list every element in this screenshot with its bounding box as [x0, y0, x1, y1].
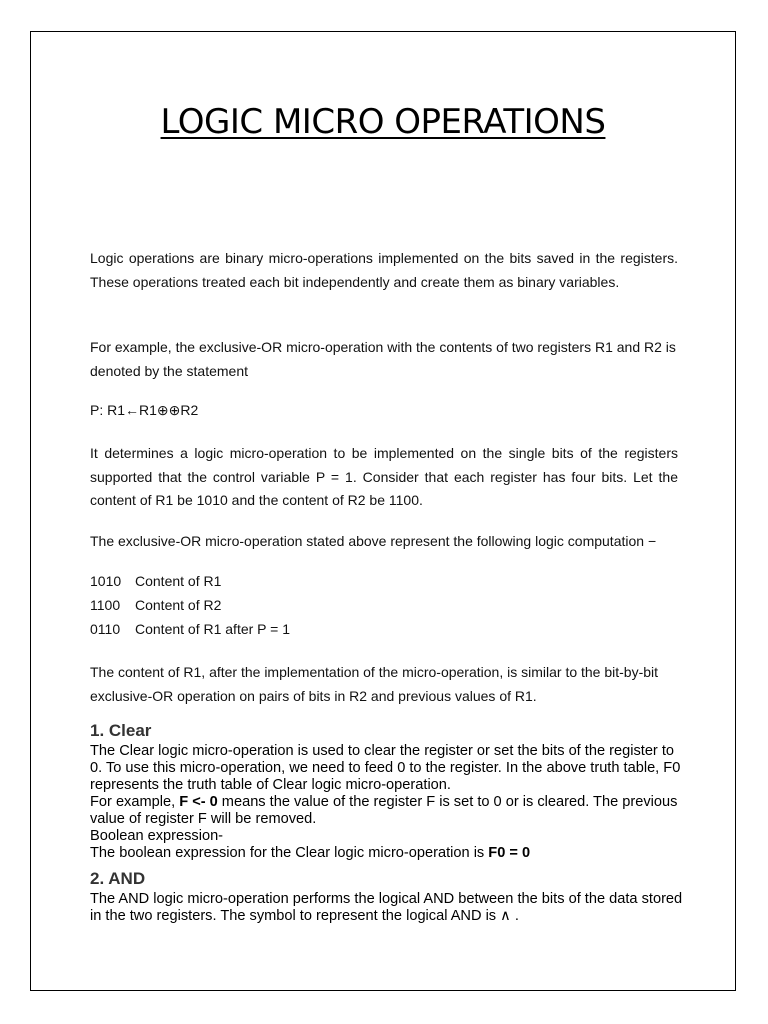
clear-expression-code: F0 = 0	[488, 845, 531, 861]
result-paragraph: The content of R1, after the implementation of the micro-operation, is similar to the bit-by-bit exclusive-OR operation on pairs of bits in R2 and previous values of R1.	[90, 664, 659, 704]
computation-row	[90, 597, 690, 613]
xor-paragraph: The exclusive-OR micro-operation stated above represent the following logic computation −	[90, 533, 657, 549]
clear-expression: The boolean expression for the Clear logic micro-operation is F0 = 0	[90, 845, 531, 861]
computation-bits: 0110	[90, 621, 121, 637]
computation-bits: 1010	[90, 573, 122, 589]
clear-section-body	[90, 743, 690, 862]
page-title: LOGIC MICRO OPERATIONS	[160, 102, 606, 142]
intro-paragraph: Logic operations are binary micro-operations implemented on the bits saved in the registers. These operations treated each bit independently and create them as binary variables.	[90, 250, 678, 290]
document-page	[30, 31, 736, 991]
clear-example: For example, F <- 0 means the value of the register F is set to 0 or is cleared. The previous value of register F will be removed.	[90, 794, 678, 827]
computation-label: Content of R1 after P = 1	[135, 621, 291, 637]
and-heading: 2. AND	[90, 869, 146, 888]
computation-label: Content of R1	[135, 573, 222, 589]
computation-row	[90, 573, 690, 589]
boolean-label: Boolean expression-	[90, 828, 224, 844]
statement-line: P: R1←R1⊕⊕R2	[90, 402, 199, 418]
computation-row	[90, 621, 690, 637]
clear-paragraph: The Clear logic micro-operation is used to clear the register or set the bits of the register to 0. To use this micro-operation, we need to feed 0 to the register. In the above truth table, F0 represents the truth table of Clear logic micro-operation.	[90, 743, 681, 793]
computation-bits: 1100	[90, 597, 121, 613]
clear-heading: 1. Clear	[90, 721, 152, 740]
clear-example-code: F <- 0	[179, 794, 218, 810]
computation-label: Content of R2	[135, 597, 222, 613]
and-paragraph: The AND logic micro-operation performs the logical AND between the bits of the data stored in the two registers. The symbol to represent the logical AND is ∧ .	[90, 891, 683, 924]
determines-paragraph: It determines a logic micro-operation to be implemented on the single bits of the registers supported that the control variable P = 1. Consider that each register has four bits. Let the content of R1 be 1010 and the content of R2 be 1100.	[90, 445, 678, 508]
example-paragraph: For example, the exclusive-OR micro-operation with the contents of two registers R1 and R2 is denoted by the statement	[90, 339, 676, 379]
